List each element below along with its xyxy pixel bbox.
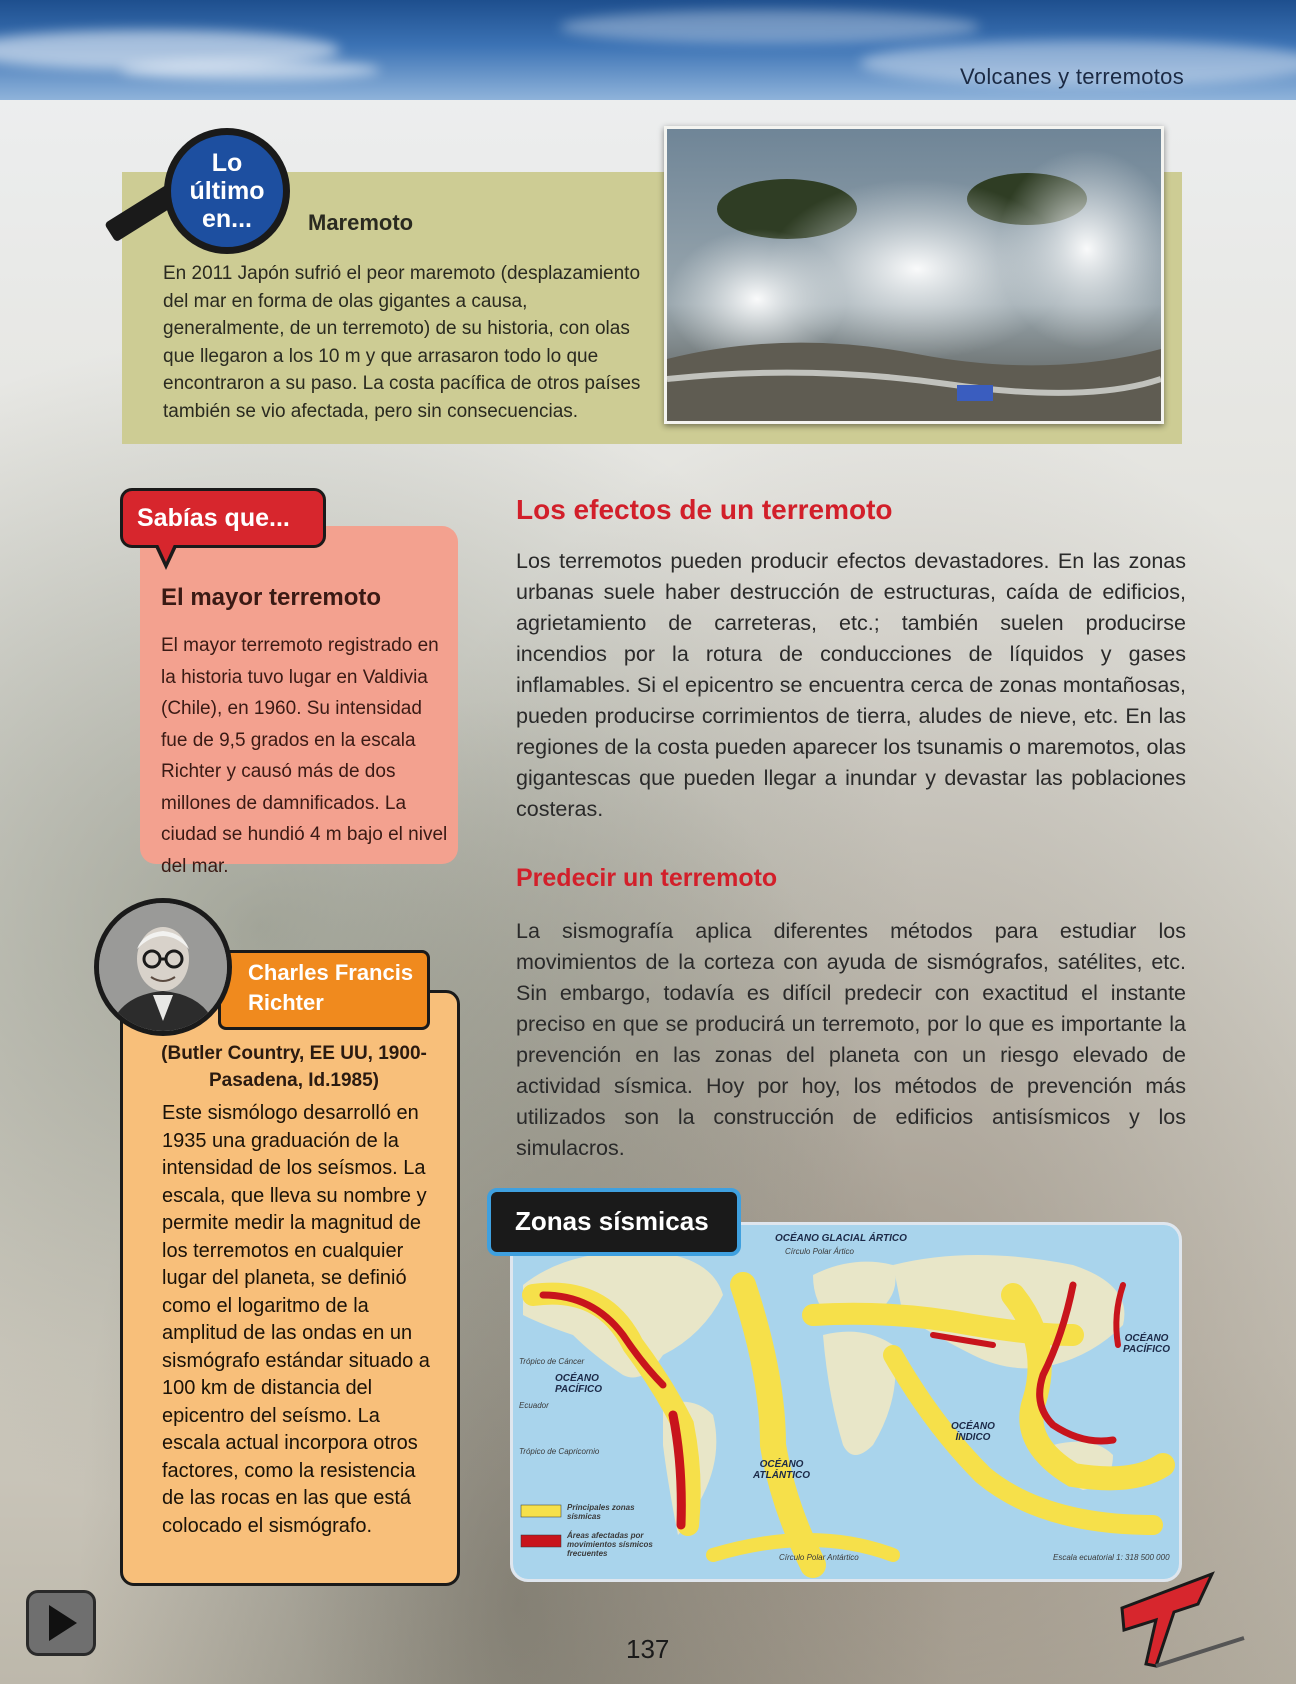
map-label-pacific-left: OCÉANO PACÍFICO: [555, 1373, 603, 1395]
tsunami-photo-image: [667, 129, 1161, 421]
world-map-image: [513, 1225, 1179, 1579]
bio-text: Este sismólogo desarrolló en 1935 una graduación de la intensidad de los seísmos. La escala, que lleva su nombre y permite medir la magnitud de los terremotos en cualquier lugar del planeta, se definió como el logaritmo de la amplitud de las ondas en un sismógrafo estándar situado a 100 km de distancia del epicentro del seísmo. La escala actual incorpora otros factores, como la resistencia de las rocas en las que está colocado el sismógrafo.: [162, 1102, 430, 1537]
seismic-map: [510, 1222, 1182, 1582]
speech-tail-fill: [156, 540, 176, 562]
map-scale: Escala ecuatorial 1: 318 500 000: [1053, 1553, 1170, 1562]
page-number: 137: [626, 1634, 670, 1664]
news-text: En 2011 Japón sufrió el peor maremoto (desplazamiento del mar en forma de olas gigantes a causa, generalmente, de un terremoto) de su historia, con olas que llegaron a los 10 m y que arrasaron todo lo que encontraron a su paso. La costa pacífica de otros países también se vio afectada, pero sin consecuencias.: [163, 263, 641, 422]
map-label-arctic-circle: Círculo Polar Ártico: [785, 1247, 854, 1256]
sub-heading: Predecir un terremoto: [516, 864, 778, 892]
map-label-pacific-right: OCÉANO PACÍFICO: [1123, 1333, 1171, 1355]
map-label-indian: OCÉANO ÍNDICO: [951, 1421, 995, 1443]
map-label-antarctic-circle: Círculo Polar Antártico: [779, 1553, 859, 1562]
map-label-artic: OCÉANO GLACIAL ÁRTICO: [775, 1233, 907, 1244]
map-title: Zonas sísmicas: [487, 1188, 741, 1256]
map-label-atlantic: OCÉANO ATLÁNTICO: [753, 1459, 811, 1481]
legend-label-frequent: Áreas afectadas por movimientos sísmicos frecuentes: [567, 1531, 653, 1558]
fact-tab: Sabías que...: [120, 488, 326, 548]
publisher-logo-icon: [1116, 1568, 1246, 1670]
main-heading: Los efectos de un terremoto: [516, 494, 893, 525]
bio-dates: (Butler Country, EE UU, 1900-Pasadena, Id.1985): [161, 1043, 427, 1091]
news-badge-label: Lo último en...: [189, 149, 265, 233]
bio-name: Charles Francis Richter: [248, 960, 414, 1015]
main-paragraph-1: Los terremotos pueden producir efectos devastadores. En las zonas urbanas suele haber destrucción de estructuras, caída de edificios, agrietamiento de carreteras, etc.; también suelen producirse incendios por la rotura de conducciones de líquidos y gases inflamables. Si el epicentro se encuentra cerca de zonas montañosas, pueden producirse corrimientos de tierra, aludes de nieve, etc. En las regiones de la costa pueden aparecer los tsunamis o maremotos, olas gigantescas que pueden llegar a inundar y devastar las poblaciones costeras.: [516, 549, 1186, 821]
main-paragraph-2: La sismografía aplica diferentes métodos para estudiar los movimientos de la corteza con ayuda de sismógrafos, satélites, etc. Sin embargo, todavía es difícil predecir con exactitud el instante preciso en que se producirá un terremoto, por lo que es importante la prevención en las zonas del planeta con un riesgo elevado de actividad sísmica. Hoy por hoy, los métodos de prevención más utilizados son la construcción de edificios antisísmicos y los simulacros.: [516, 919, 1186, 1160]
tsunami-photo: [664, 126, 1164, 424]
legend-swatch-red: [521, 1535, 561, 1547]
news-heading: Maremoto: [308, 210, 414, 235]
legend-swatch-yellow: [521, 1505, 561, 1517]
play-icon: [29, 1593, 93, 1653]
legend-label-main: Principales zonas sísmicas: [567, 1503, 635, 1521]
section-title: Volcanes y terremotos: [960, 64, 1184, 89]
portrait-image: [99, 903, 227, 1031]
fact-text: El mayor terremoto registrado en la historia tuvo lugar en Valdivia (Chile), en 1960. Su intensidad fue de 9,5 grados en la escala Richter y causó más de dos millones de damnificados. La ciudad se hundió 4 m bajo el nivel del mar.: [161, 635, 448, 877]
richter-portrait: [94, 898, 232, 1036]
lo-ultimo-badge: [164, 128, 290, 254]
map-label-equator: Ecuador: [519, 1401, 549, 1410]
play-button[interactable]: [26, 1590, 96, 1656]
fact-heading: El mayor terremoto: [161, 584, 382, 611]
map-label-capricorn: Trópico de Capricornio: [519, 1447, 600, 1456]
map-label-cancer: Trópico de Cáncer: [519, 1357, 585, 1366]
